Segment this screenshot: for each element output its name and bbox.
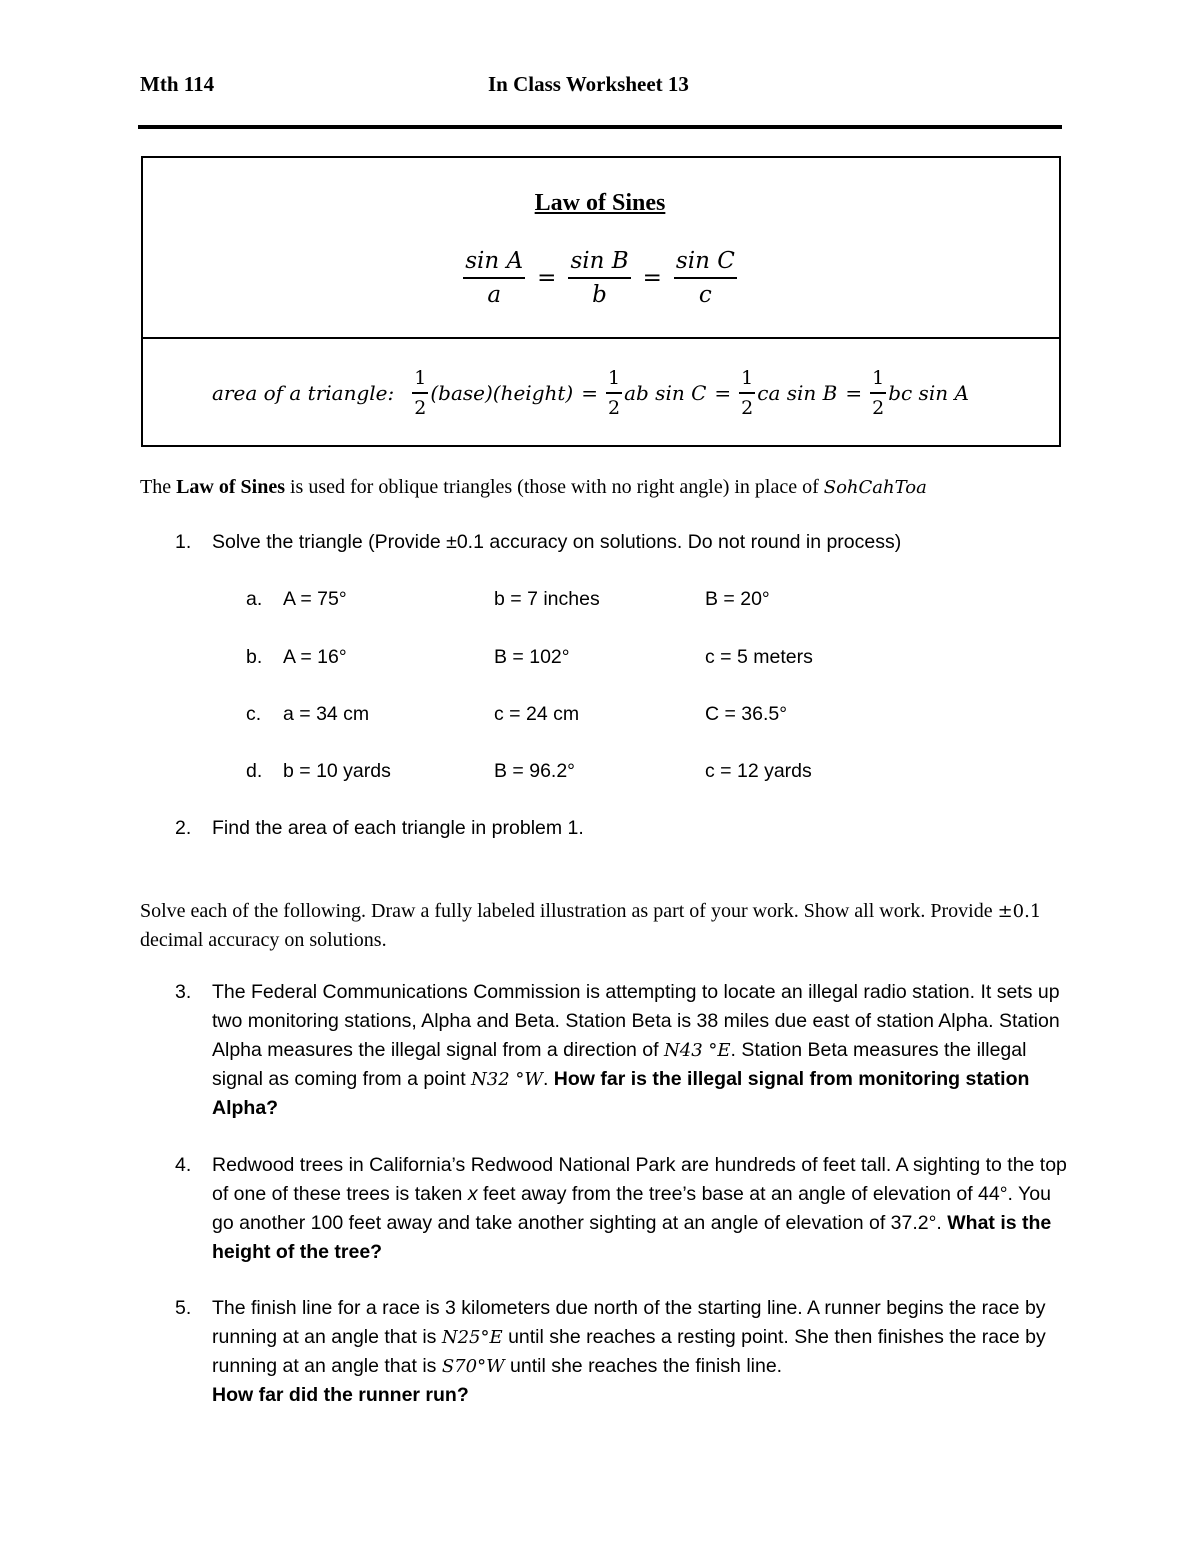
fraction-numerator: 1 (870, 367, 886, 394)
area-term: ab sin C (624, 381, 707, 405)
problem-text (212, 978, 1072, 1123)
half-fraction (412, 367, 428, 419)
given-value: a = 34 cm (283, 703, 370, 725)
intro-italic-text: SohCahToa (823, 477, 927, 498)
bearing: N25°E (441, 1327, 503, 1348)
area-term: bc sin A (888, 381, 969, 405)
given-value: A = 16° (283, 646, 347, 668)
problem-text-part: feet away from the tree’s base at an angle of elevation of 44°. You go another 100 feet away and take another sighting at an angle of elevation of 37.2°. (212, 1183, 1051, 1234)
area-term: ca sin B (757, 381, 838, 405)
given-value: B = 20° (705, 588, 770, 610)
law-of-sines-title: Law of Sines (534, 190, 666, 216)
problem-text-part: until she reaches a resting point. She then finishes the race by running at an angle that is (212, 1326, 1046, 1377)
variable: x (467, 1183, 478, 1205)
given-value: b = 7 inches (494, 588, 600, 610)
item-letter: a. (246, 588, 263, 610)
problem-text-part: The Federal Communications Commission is attempting to locate an illegal radio station. It sets up two monitoring stations, Alpha and Beta. Station Beta is 38 miles due east of station Alpha. Station Alpha measures the illegal signal from a direction of (212, 981, 1060, 1061)
problem-text-part: Redwood trees in California’s Redwood National Park are hundreds of feet tall. A sighting to the top of one of these trees is taken (212, 1154, 1067, 1205)
item-letter: d. (246, 760, 263, 782)
instructions-paragraph (140, 897, 1060, 954)
problem-question: How far is the illegal signal from monitoring station Alpha? (212, 1068, 1030, 1119)
problem-text (212, 1294, 1072, 1410)
bearing: S70°W (441, 1356, 505, 1377)
formula-box-divider (143, 337, 1059, 339)
problem-text-part: until she reaches the finish line. (510, 1355, 783, 1377)
fraction-numerator: sin A (463, 248, 525, 279)
intro-bold-text: Law of Sines (176, 476, 285, 498)
fraction-numerator: sin B (568, 248, 630, 279)
instructions-text: Solve each of the following. Draw a fully labeled illustration as part of your work. Show all work. Provide (140, 900, 993, 922)
sin-a-fraction (463, 248, 525, 308)
problem-text: Solve the triangle (Provide ±0.1 accuracy on solutions. Do not round in process) (212, 531, 902, 553)
problem-number: 5. (175, 1297, 192, 1319)
problem-number: 4. (175, 1154, 192, 1176)
item-letter: c. (246, 703, 262, 725)
equals-sign: = (537, 265, 557, 291)
fraction-denominator: a (487, 282, 502, 308)
problem-text: Find the area of each triangle in problem 1. (212, 817, 584, 839)
fraction-denominator: 2 (608, 397, 621, 419)
equals-sign: = (845, 381, 863, 405)
fraction-denominator: 2 (872, 397, 885, 419)
bearing: N32 °W (471, 1069, 543, 1090)
given-value: c = 5 meters (705, 646, 813, 668)
instructions-text: decimal accuracy on solutions. (140, 929, 387, 951)
area-label: area of a triangle: (212, 381, 395, 405)
equals-sign: = (642, 265, 662, 291)
intro-text: is used for oblique triangles (those with no right angle) in place of (290, 476, 819, 498)
header-rule (138, 125, 1062, 129)
given-value: A = 75° (283, 588, 347, 610)
sin-c-fraction (674, 248, 737, 308)
worksheet-title: In Class Worksheet 13 (488, 72, 689, 96)
law-of-sines-equation (0, 248, 1200, 308)
problem-question: What is the height of the tree? (212, 1212, 1052, 1263)
problem-number: 1. (175, 531, 192, 553)
given-value: C = 36.5° (705, 703, 788, 725)
fraction-denominator: 2 (741, 397, 754, 419)
equals-sign: = (581, 381, 598, 405)
accuracy-value: ±0.1 (997, 901, 1042, 922)
given-value: B = 102° (494, 646, 570, 668)
equals-sign: = (714, 381, 732, 405)
problem-text-part: The finish line for a race is 3 kilometers due north of the starting line. A runner begins the race by running at an angle that is (212, 1297, 1046, 1348)
fraction-denominator: 2 (414, 397, 427, 419)
problem-question: How far did the runner run? (212, 1384, 469, 1406)
intro-text: The (140, 476, 172, 498)
problem-text-part: . Station Beta measures the illegal signal as coming from a point (212, 1039, 1027, 1090)
fraction-denominator: c (698, 282, 712, 308)
fraction-denominator: b (592, 282, 607, 308)
half-fraction (870, 367, 886, 419)
sin-b-fraction (568, 248, 630, 308)
item-letter: b. (246, 646, 263, 668)
fraction-numerator: 1 (606, 367, 622, 394)
half-fraction (606, 367, 622, 419)
course-code: Mth 114 (140, 72, 215, 96)
bearing: N43 °E (664, 1040, 731, 1061)
given-value: c = 12 yards (705, 760, 812, 782)
problem-text-part: . (542, 1068, 549, 1090)
given-value: B = 96.2° (494, 760, 575, 782)
fraction-numerator: 1 (412, 367, 428, 394)
area-formula (212, 367, 969, 419)
area-term: (base)(height) (430, 381, 574, 405)
fraction-numerator: 1 (739, 367, 755, 394)
given-value: c = 24 cm (494, 703, 580, 725)
given-value: b = 10 yards (283, 760, 391, 782)
half-fraction (739, 367, 755, 419)
problem-text (212, 1151, 1072, 1267)
intro-paragraph (140, 476, 927, 499)
problem-number: 3. (175, 981, 192, 1003)
problem-number: 2. (175, 817, 192, 839)
fraction-numerator: sin C (674, 248, 737, 279)
